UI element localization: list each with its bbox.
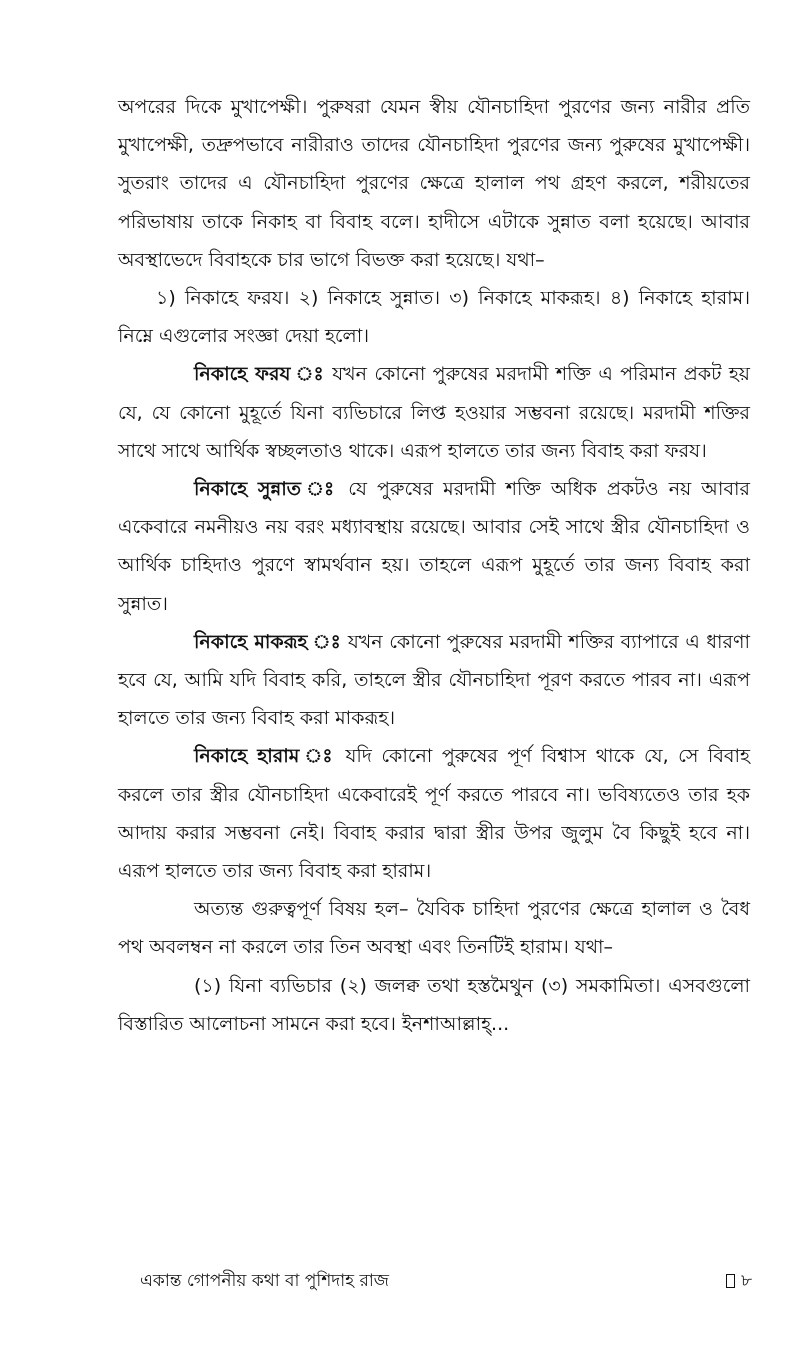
footer-book-title: একান্ত গোপনীয় কথা বা পুশিদাহ রাজ [140, 1271, 389, 1291]
nikah-haram-term: নিকাহে হারাম ঃ [194, 745, 336, 768]
categories-list-paragraph: ১) নিকাহে ফরয। ২) নিকাহে সুন্নাত। ৩) নিকাহে মাকরূহ। ৪) নিকাহে হারাম। নিম্নে এগুলোর সংজ্ঞা দেয়া হলো। [118, 287, 750, 348]
footer-page-number-group [726, 1266, 752, 1296]
nikah-makruh-term: নিকাহে মাকরূহ ঃ [194, 630, 342, 653]
footer-page-number: ৮ [740, 1271, 752, 1291]
page-marker-box-icon [726, 1274, 735, 1288]
nikah-farz-paragraph [118, 355, 750, 470]
three-states-paragraph: (১) যিনা ব্যভিচার (২) জলক্ব তথা হস্তমৈথুন (৩) সমকামিতা। এসবগুলো বিস্তারিত আলোচনা সামনে করা হবে। ইনশাআল্লাহ্... [118, 974, 750, 1035]
important-note-paragraph: অত্যন্ত গুরুত্বপূর্ণ বিষয় হল– যৈবিক চাহিদা পুরণের ক্ষেত্রে হালাল ও বৈধ পথ অবলম্বন না করলে তার তিন অবস্থা এবং তিনটিই হারাম। যথা– [118, 898, 750, 959]
nikah-haram-paragraph [118, 737, 750, 890]
page-footer [140, 1266, 752, 1296]
body-text [118, 88, 750, 1043]
nikah-makruh-text: যখন কোনো পুরুষের মরদামী শক্তির ব্যাপারে এ ধারণা হবে যে, আমি যদি বিবাহ করি, তাহলে স্ত্রীর যৌনচাহিদা পূরণ করতে পারব না। এরূপ হালতে তার জন্য বিবাহ করা মাকরূহ। [118, 630, 750, 730]
intro-paragraph: অপরের দিকে মুখাপেক্ষী। পুরুষরা যেমন স্বীয় যৌনচাহিদা পুরণের জন্য নারীর প্রতি মুখাপেক্ষী, তদ্রুপভাবে নারীরাও তাদের যৌনচাহিদা পুরণের জন্য পুরুষের মুখাপেক্ষী। সুতরাং তাদের এ যৌনচাহিদা পুরণের ক্ষেত্রে হালাল পথ গ্রহণ করলে, শরীয়তের পরিভাষায় তাকে নিকাহ বা বিবাহ বলে। হাদীসে এটাকে সুন্নাত বলা হয়েছে। আবার অবস্থাভেদে বিবাহকে চার ভাগে বিভক্ত করা হয়েছে। যথা– [118, 96, 750, 271]
nikah-makruh-paragraph [118, 623, 750, 738]
nikah-farz-term: নিকাহে ফরয ঃ [194, 363, 325, 386]
nikah-haram-text: যদি কোনো পুরুষের পূর্ণ বিশ্বাস থাকে যে, সে বিবাহ করলে তার স্ত্রীর যৌনচাহিদা একেবারেই পূর্ণ করতে পারবে না। ভবিষ্যতেও তার হক আদায় করার সম্ভবনা নেই। বিবাহ করার দ্বারা স্ত্রীর উপর জুলুম বৈ কিছুই হবে না। এরূপ হালতে তার জন্য বিবাহ করা হারাম। [118, 745, 750, 883]
nikah-sunnat-paragraph [118, 470, 750, 623]
nikah-sunnat-text: যে পুরুষের মরদামী শক্তি অধিক প্রকটও নয় আবার একেবারে নমনীয়ও নয় বরং মধ্যাবস্থায় রয়েছে। আবার সেই সাথে স্ত্রীর যৌনচাহিদা ও আর্থিক চাহিদাও পুরণে স্বামর্থবান হয়। তাহলে এরূপ মুহূর্তে তার জন্য বিবাহ করা সুন্নাত। [118, 478, 751, 615]
nikah-farz-text: যখন কোনো পুরুষের মরদামী শক্তি এ পরিমান প্রকট হয় যে, যে কোনো মুহূর্তে যিনা ব্যভিচারে লিপ্ত হওয়ার সম্ভবনা রয়েছে। মরদামী শক্তির সাথে সাথে আর্থিক স্বচ্ছলতাও থাকে। এরূপ হালতে তার জন্য বিবাহ করা ফরয। [118, 363, 751, 462]
nikah-sunnat-term: নিকাহে সুন্নাত ঃ [194, 478, 339, 501]
